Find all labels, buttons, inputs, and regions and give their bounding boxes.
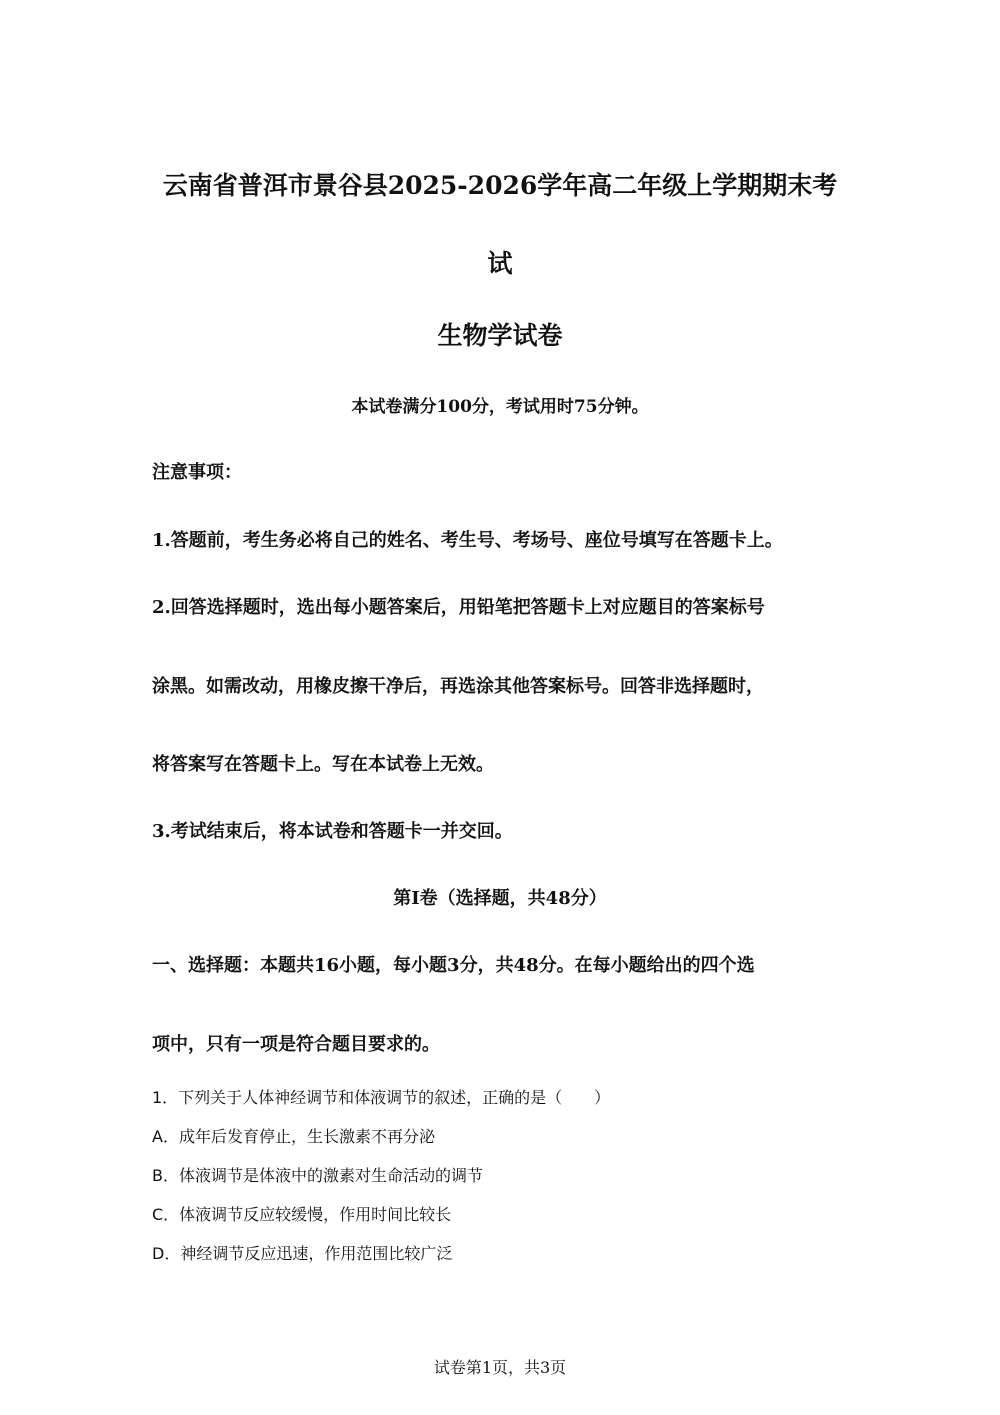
section-instructions-line-1: 一、选择题：本题共16小题，每小题3分，共48分。在每小题给出的四个选 bbox=[152, 955, 755, 976]
question-1-stem: 1．下列关于人体神经调节和体液调节的叙述，正确的是（ ） bbox=[152, 1088, 611, 1107]
question-1-option-b: B．体液调节是体液中的激素对生命活动的调节 bbox=[152, 1166, 483, 1185]
exam-title-line-2: 试 bbox=[487, 249, 513, 278]
section-instructions-line-2: 项中，只有一项是符合题目要求的。 bbox=[152, 1034, 440, 1055]
section-title: 第Ⅰ卷（选择题，共48分） bbox=[393, 888, 607, 909]
notes-heading: 注意事项： bbox=[152, 462, 242, 483]
question-1-option-a: A．成年后发育停止，生长激素不再分泌 bbox=[152, 1127, 435, 1146]
note-item-1: 1.答题前，考生务必将自己的姓名、考生号、考场号、座位号填写在答题卡上。 bbox=[152, 530, 783, 551]
score-info: 本试卷满分100分，考试用时75分钟。 bbox=[351, 397, 649, 417]
exam-title-line-1: 云南省普洱市景谷县2025-2026学年高二年级上学期期末考 bbox=[162, 171, 838, 200]
question-1-option-d: D．神经调节反应迅速，作用范围比较广泛 bbox=[152, 1244, 453, 1263]
question-1-option-c: C．体液调节反应较缓慢，作用时间比较长 bbox=[152, 1205, 452, 1224]
note-item-3: 3.考试结束后，将本试卷和答题卡一并交回。 bbox=[152, 821, 513, 842]
note-item-2-line-3: 将答案写在答题卡上。写在本试卷上无效。 bbox=[152, 754, 494, 775]
exam-subtitle: 生物学试卷 bbox=[437, 321, 563, 350]
note-item-2-line-1: 2.回答选择题时，选出每小题答案后，用铅笔把答题卡上对应题目的答案标号 bbox=[152, 597, 765, 618]
note-item-2-line-2: 涂黑。如需改动，用橡皮擦干净后，再选涂其他答案标号。回答非选择题时， bbox=[152, 676, 764, 697]
page-footer: 试卷第1页，共3页 bbox=[433, 1358, 567, 1377]
